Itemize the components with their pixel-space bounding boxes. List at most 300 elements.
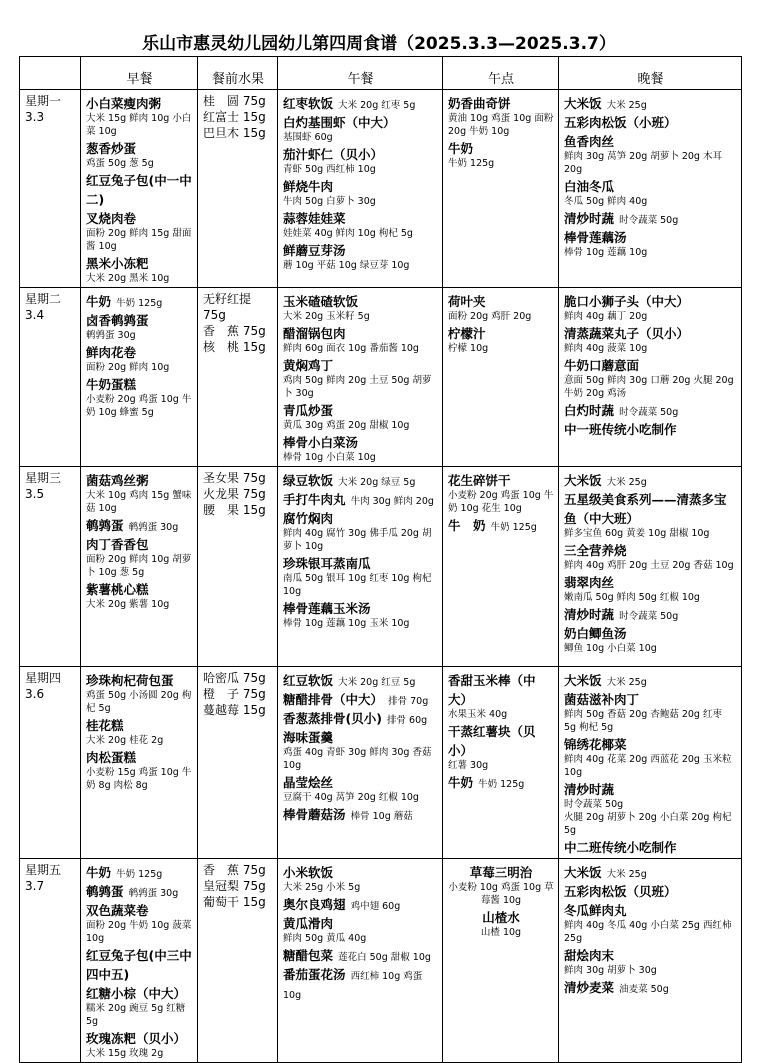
menu-item xyxy=(283,945,438,964)
snack-cell xyxy=(443,859,559,1063)
menu-item xyxy=(564,419,737,438)
dish-name: 珍珠枸杞荷包蛋 xyxy=(86,673,174,688)
menu-item xyxy=(448,721,554,772)
menu-item xyxy=(283,432,438,464)
dish-ingredients: 牛奶 125g xyxy=(116,298,163,309)
dish-name: 鲜肉花卷 xyxy=(86,345,137,360)
breakfast-cell xyxy=(81,467,198,667)
dish-name: 双色蔬菜卷 xyxy=(86,903,149,918)
dish-ingredients: 大米 25g xyxy=(606,869,647,880)
dinner-cell xyxy=(559,288,742,467)
dish-ingredients: 豆腐干 40g 莴笋 20g 红椒 10g xyxy=(283,792,419,803)
menu-item xyxy=(564,112,737,131)
dish-ingredients: 棒骨 10g 小白菜 10g xyxy=(283,452,376,463)
menu-item xyxy=(283,93,438,112)
header-cell-dinner: 晚餐 xyxy=(559,57,742,90)
dish-name: 黑米小冻粑 xyxy=(86,256,149,271)
menu-item xyxy=(283,553,438,598)
fruit-cell xyxy=(198,288,278,467)
dish-ingredients: 红薯 30g xyxy=(448,760,489,771)
dish-ingredients: 黄油 10g 鸡蛋 10g 面粉 20g 牛奶 10g xyxy=(448,113,554,137)
lunch-cell xyxy=(278,667,443,859)
menu-item xyxy=(283,208,438,240)
dish-name: 番茄蛋花汤 xyxy=(283,967,346,982)
menu-item xyxy=(283,913,438,945)
menu-item xyxy=(86,983,193,1028)
dish-name: 叉烧肉卷 xyxy=(86,211,137,226)
dish-ingredients: 娃娃菜 40g 鲜肉 10g 枸杞 5g xyxy=(283,228,413,239)
dinner-cell xyxy=(559,859,742,1063)
fruit-item: 哈密瓜 75g xyxy=(203,671,266,685)
dish-ingredients: 鹌鹑蛋 30g xyxy=(86,330,136,341)
dinner-cell xyxy=(559,467,742,667)
menu-item xyxy=(564,489,737,540)
day-date: 3.5 xyxy=(25,487,45,501)
fruit-item: 蔓越莓 15g xyxy=(203,703,266,717)
dish-ingredients: 黄瓜 30g 鸡蛋 20g 甜椒 10g xyxy=(283,420,410,431)
dish-ingredients: 水果玉米 40g xyxy=(448,709,508,720)
weekly-menu-table xyxy=(19,56,742,1063)
dish-ingredients: 青虾 50g 西红柿 10g xyxy=(283,164,376,175)
menu-item xyxy=(564,540,737,572)
dish-name: 红豆兔子包(中三中四中五) xyxy=(86,948,192,982)
header-cell-day xyxy=(20,57,81,90)
dish-ingredients: 鸡蛋 40g 青虾 30g 鲜肉 30g 香菇 10g xyxy=(283,747,432,771)
fruit-item: 核 桃 15g xyxy=(203,340,266,354)
menu-item xyxy=(86,342,193,374)
dish-ingredients: 鸡蛋 50g 小汤圆 20g 枸杞 5g xyxy=(86,690,192,714)
dish-name: 三全营养烧 xyxy=(564,543,627,558)
dish-ingredients: 时令蔬菜 50g xyxy=(619,215,679,226)
dish-name: 清炒时蔬 xyxy=(564,211,615,226)
menu-item xyxy=(283,323,438,355)
menu-item xyxy=(283,894,438,913)
dish-name: 菌菇鸡丝粥 xyxy=(86,473,149,488)
menu-item xyxy=(283,964,438,1002)
menu-item xyxy=(86,291,193,310)
day-date: 3.3 xyxy=(25,110,45,124)
lunch-cell xyxy=(278,90,443,288)
dish-name: 香葱蒸排骨(贝小) xyxy=(283,711,382,726)
menu-item xyxy=(86,900,193,945)
dish-ingredients: 牛奶 125g xyxy=(448,158,495,169)
snack-cell xyxy=(443,467,559,667)
menu-item xyxy=(86,253,193,285)
dish-ingredients: 棒骨 10g 蘑菇 xyxy=(350,811,413,822)
menu-item xyxy=(564,779,737,811)
menu-item xyxy=(283,470,438,489)
fruit-item: 香 蕉 75g xyxy=(203,324,266,338)
dish-ingredients: 鲜肉 50g 黄瓜 40g xyxy=(283,933,367,944)
dish-name: 奥尔良鸡翅 xyxy=(283,897,346,912)
dish-name: 青瓜炒蛋 xyxy=(283,403,334,418)
dish-name: 白灼基围虾（中大） xyxy=(283,115,396,130)
dish-name: 牛奶 xyxy=(448,141,474,156)
menu-item xyxy=(564,572,737,604)
menu-item xyxy=(283,598,438,630)
dish-ingredients: 大米 25g xyxy=(606,100,647,111)
menu-item xyxy=(564,208,737,227)
fruit-item: 圣女果 75g xyxy=(203,471,266,485)
menu-item xyxy=(86,862,193,881)
dish-name: 冬瓜鲜肉丸 xyxy=(564,903,627,918)
menu-item xyxy=(86,93,193,138)
day-row xyxy=(20,859,742,1063)
dish-name: 五彩肉松饭（小班） xyxy=(564,115,677,130)
dish-ingredients: 棒骨 10g 莲藕 10g xyxy=(564,247,648,258)
day-name: 星期三 xyxy=(25,471,62,485)
fruit-item: 无籽红提 75g xyxy=(203,292,252,322)
menu-item xyxy=(86,881,193,900)
menu-item xyxy=(283,400,438,432)
header-cell-snack: 午点 xyxy=(443,57,559,90)
menu-item xyxy=(283,355,438,400)
menu-item xyxy=(564,93,737,112)
snack-cell xyxy=(443,288,559,467)
snack-cell xyxy=(443,90,559,288)
dish-name: 翡翠肉丝 xyxy=(564,575,615,590)
menu-item xyxy=(86,715,193,747)
dish-name: 糖醋包菜 xyxy=(283,948,334,963)
dish-name: 绿豆软饭 xyxy=(283,473,334,488)
day-date: 3.4 xyxy=(25,308,45,322)
dish-ingredients: 大米 20g 绿豆 5g xyxy=(338,477,416,488)
fruit-cell xyxy=(198,859,278,1063)
dish-ingredients: 柠檬 10g xyxy=(448,343,489,354)
menu-item xyxy=(564,977,737,996)
menu-item xyxy=(86,170,193,208)
dish-ingredients: 小麦粉 10g 鸡蛋 10g 草莓酱 10g xyxy=(448,882,554,906)
dish-ingredients: 大米 15g 玫瑰 2g xyxy=(86,1048,164,1059)
dish-name: 清炒时蔬 xyxy=(564,607,615,622)
day-cell xyxy=(20,859,81,1063)
dish-ingredients: 莲花白 50g 甜椒 10g xyxy=(338,952,431,963)
dish-name: 鲜蘑豆芽汤 xyxy=(283,243,346,258)
dish-ingredients: 时令蔬菜 50g xyxy=(564,799,624,810)
dish-name: 蒜蓉娃娃菜 xyxy=(283,211,346,226)
dish-ingredients: 鸡蛋 50g 葱 5g xyxy=(86,158,154,169)
dish-name: 葱香炒蛋 xyxy=(86,141,137,156)
menu-item xyxy=(564,945,737,977)
dish-ingredients: 大米 20g 紫薯 10g xyxy=(86,599,170,610)
fruit-item: 红富士 15g xyxy=(203,110,266,124)
dish-name: 肉松蛋糕 xyxy=(86,750,137,765)
dish-name: 牛 奶 xyxy=(448,518,486,533)
dish-ingredients: 面粉 20g 鸡肝 20g xyxy=(448,311,532,322)
menu-item xyxy=(86,138,193,170)
fruit-cell xyxy=(198,90,278,288)
menu-item xyxy=(283,772,438,804)
dish-ingredients: 鸡中翅 60g xyxy=(350,901,401,912)
day-row xyxy=(20,467,742,667)
dish-name: 紫薯桃心糕 xyxy=(86,582,149,597)
fruit-item: 桂 圆 75g xyxy=(203,94,266,108)
dish-name: 奶香曲奇饼 xyxy=(448,96,511,111)
dish-name: 脆口小狮子头（中大） xyxy=(564,294,690,309)
dish-name: 大米饭 xyxy=(564,865,602,880)
day-cell xyxy=(20,667,81,859)
dish-name: 肉丁香香包 xyxy=(86,537,149,552)
menu-item xyxy=(86,470,193,515)
dish-ingredients: 鲜肉 40g 冬瓜 40g 小白菜 25g 西红柿 25g xyxy=(564,920,732,944)
menu-item xyxy=(283,291,438,323)
menu-item xyxy=(564,131,737,176)
dish-name: 珍珠银耳蒸南瓜 xyxy=(283,556,371,571)
dish-name: 大米饭 xyxy=(564,96,602,111)
dish-ingredients: 牛奶 125g xyxy=(478,779,525,790)
dish-name: 草莓三明治 xyxy=(469,865,533,880)
dish-ingredients: 火腿 20g 胡萝卜 20g 小白菜 20g 枸杞 5g xyxy=(564,812,732,836)
dish-name: 清炒时蔬 xyxy=(564,782,615,797)
dish-ingredients: 意面 50g 鲜肉 30g 口蘑 20g 火腿 20g 牛奶 20g 鸡汤 xyxy=(564,375,734,399)
dish-name: 黄焖鸡丁 xyxy=(283,358,334,373)
dish-ingredients: 大米 20g 黑米 10g xyxy=(86,273,170,284)
menu-item xyxy=(564,176,737,208)
dish-ingredients: 牛奶 125g xyxy=(490,522,537,533)
menu-item xyxy=(564,227,737,259)
dish-ingredients: 小麦粉 20g 鸡蛋 10g 牛奶 10g 蜂蜜 5g xyxy=(86,394,192,418)
menu-item xyxy=(86,579,193,611)
dish-ingredients: 大米 20g 红豆 5g xyxy=(338,677,416,688)
menu-item xyxy=(86,1028,193,1060)
dish-ingredients: 鲜肉 50g 香菇 20g 杏鲍菇 20g 红枣 5g 枸杞 5g xyxy=(564,709,722,733)
day-row xyxy=(20,288,742,467)
dish-ingredients: 嫩南瓜 50g 鲜肉 50g 红椒 10g xyxy=(564,592,700,603)
header-cell-breakfast: 早餐 xyxy=(81,57,198,90)
menu-item xyxy=(86,945,193,983)
dish-ingredients: 小麦粉 20g 鸡蛋 10g 牛奶 10g 花生 10g xyxy=(448,490,554,514)
menu-item xyxy=(86,208,193,253)
menu-item xyxy=(564,900,737,945)
menu-item xyxy=(564,881,737,900)
dish-name: 白灼时蔬 xyxy=(564,403,615,418)
dish-name: 甜烩肉末 xyxy=(564,948,615,963)
menu-item xyxy=(564,400,737,419)
dish-ingredients: 油麦菜 50g xyxy=(619,984,669,995)
dish-ingredients: 鲜肉 40g 藕丁 20g xyxy=(564,311,648,322)
dish-name: 桂花糕 xyxy=(86,718,124,733)
dish-name: 茄汁虾仁（贝小） xyxy=(283,147,384,162)
dish-ingredients: 冬瓜 50g 鲜肉 40g xyxy=(564,196,648,207)
menu-item xyxy=(86,670,193,715)
dish-ingredients: 鲜肉 40g 鸡肝 20g 土豆 20g 香菇 10g xyxy=(564,560,734,571)
dish-name: 棒骨蘑菇汤 xyxy=(283,807,346,822)
dish-name: 红豆兔子包(中一中二) xyxy=(86,173,192,207)
dish-ingredients: 鲜肉 30g 胡萝卜 30g xyxy=(564,965,657,976)
header-cell-lunch: 午餐 xyxy=(278,57,443,90)
day-date: 3.6 xyxy=(25,687,45,701)
dish-name: 中二班传统小吃制作 xyxy=(564,840,677,855)
menu-item xyxy=(564,811,737,837)
dish-name: 醋溜锅包肉 xyxy=(283,326,346,341)
dish-name: 鱼香肉丝 xyxy=(564,134,615,149)
dish-name: 海味蛋羹 xyxy=(283,730,334,745)
dish-ingredients: 大米 20g 桂花 2g xyxy=(86,735,164,746)
day-cell xyxy=(20,90,81,288)
dish-name: 玫瑰冻粑（贝小） xyxy=(86,1031,187,1046)
dish-name: 大米饭 xyxy=(564,673,602,688)
header-row xyxy=(20,57,742,90)
menu-item xyxy=(86,515,193,534)
lunch-cell xyxy=(278,467,443,667)
fruit-cell xyxy=(198,467,278,667)
dish-name: 大米饭 xyxy=(564,473,602,488)
menu-item xyxy=(448,515,554,534)
dish-ingredients: 基围虾 60g xyxy=(283,132,333,143)
dish-name: 玉米碴碴软饭 xyxy=(283,294,359,309)
dish-name: 香甜玉米棒（中大） xyxy=(448,673,536,707)
dish-ingredients: 鲜多宝鱼 60g 黄姜 10g 甜椒 10g xyxy=(564,528,710,539)
dish-name: 奶白鲫鱼汤 xyxy=(564,626,627,641)
dish-name: 棒骨小白菜汤 xyxy=(283,435,359,450)
dish-ingredients: 鹌鹑蛋 30g xyxy=(128,522,179,533)
day-name: 星期二 xyxy=(25,292,62,306)
dish-name: 红豆软饭 xyxy=(283,673,334,688)
dish-ingredients: 糯米 20g 豌豆 5g 红糖 5g xyxy=(86,1003,186,1027)
dish-name: 中一班传统小吃制作 xyxy=(564,422,677,437)
menu-item xyxy=(283,240,438,272)
dish-name: 牛奶口蘑意面 xyxy=(564,358,640,373)
dish-name: 花生碎饼干 xyxy=(448,473,511,488)
dish-ingredients: 大米 20g 玉米籽 5g xyxy=(283,311,370,322)
day-name: 星期一 xyxy=(25,94,62,108)
dish-ingredients: 面粉 20g 鲜肉 10g 胡萝卜 10g 葱 5g xyxy=(86,554,192,578)
fruit-item: 橙 子 75g xyxy=(203,687,266,701)
menu-item xyxy=(448,772,554,791)
fruit-cell xyxy=(198,667,278,859)
dish-ingredients: 牛肉 30g 鲜肉 20g xyxy=(350,496,434,507)
dish-ingredients: 大米 15g 鲜肉 10g 小白菜 10g xyxy=(86,113,192,137)
day-row xyxy=(20,667,742,859)
menu-item xyxy=(283,508,438,553)
breakfast-cell xyxy=(81,667,198,859)
menu-item xyxy=(86,310,193,342)
dish-ingredients: 大米 25g xyxy=(606,477,647,488)
dish-name: 棒骨莲藕汤 xyxy=(564,230,627,245)
menu-item xyxy=(564,355,737,400)
fruit-item: 火龙果 75g xyxy=(203,487,266,501)
menu-item xyxy=(564,670,737,689)
menu-item xyxy=(564,604,737,623)
dish-name: 鹌鹑蛋 xyxy=(86,518,124,533)
menu-item xyxy=(283,144,438,176)
dish-name: 黄瓜滑肉 xyxy=(283,916,334,931)
dish-name: 牛奶蛋糕 xyxy=(86,377,137,392)
day-name: 星期五 xyxy=(25,863,62,877)
menu-item xyxy=(283,727,438,772)
breakfast-cell xyxy=(81,90,198,288)
dish-name: 卤香鹌鹑蛋 xyxy=(86,313,149,328)
dish-ingredients: 大米 25g 小米 5g xyxy=(283,882,361,893)
dish-name: 鹌鹑蛋 xyxy=(86,884,124,899)
menu-item xyxy=(448,93,554,138)
dish-name: 晶莹烩丝 xyxy=(283,775,334,790)
menu-item xyxy=(283,862,438,894)
dish-ingredients: 面粉 20g 牛奶 10g 菠菜 10g xyxy=(86,920,192,944)
menu-item xyxy=(86,534,193,579)
dish-name: 红枣软饭 xyxy=(283,96,334,111)
dish-name: 干蒸红薯块（贝小） xyxy=(448,724,536,758)
dish-name: 小白菜瘦肉粥 xyxy=(86,96,162,111)
day-cell xyxy=(20,288,81,467)
fruit-item: 葡萄干 15g xyxy=(203,895,266,909)
menu-item xyxy=(564,323,737,355)
dish-name: 菌菇滋补肉丁 xyxy=(564,692,640,707)
menu-item xyxy=(448,138,554,170)
menu-item xyxy=(564,862,737,881)
menu-item xyxy=(448,907,554,939)
breakfast-cell xyxy=(81,859,198,1063)
dish-name: 手打牛肉丸 xyxy=(283,492,346,507)
dish-name: 荷叶夹 xyxy=(448,294,486,309)
dinner-cell xyxy=(559,90,742,288)
menu-item xyxy=(283,804,438,823)
dish-ingredients: 鲫鱼 10g 小白菜 10g xyxy=(564,643,657,654)
menu-item xyxy=(564,623,737,655)
dish-name: 五星级美食系列——清蒸多宝鱼（中大班） xyxy=(564,492,727,526)
dish-name: 牛奶 xyxy=(86,865,112,880)
dish-name: 牛奶 xyxy=(86,294,112,309)
dish-name: 清蒸蔬菜丸子（贝小） xyxy=(564,326,690,341)
dish-ingredients: 大米 25g xyxy=(606,677,647,688)
day-cell xyxy=(20,467,81,667)
dish-ingredients: 面粉 20g 鲜肉 10g xyxy=(86,362,170,373)
menu-item xyxy=(448,291,554,323)
fruit-item: 腰 果 15g xyxy=(203,503,266,517)
page-title: 乐山市惠灵幼儿园幼儿第四周食谱（2025.3.3—2025.3.7） xyxy=(142,34,616,54)
dish-ingredients: 时令蔬菜 50g xyxy=(619,611,679,622)
dish-name: 小米软饭 xyxy=(283,865,334,880)
dish-ingredients: 鲜肉 40g 腐竹 30g 佛手瓜 20g 胡萝卜 10g xyxy=(283,528,432,552)
dish-name: 棒骨莲藕玉米汤 xyxy=(283,601,371,616)
dish-ingredients: 棒骨 10g 莲藕 10g 玉米 10g xyxy=(283,618,410,629)
menu-item xyxy=(448,862,554,907)
menu-item xyxy=(564,689,737,734)
dish-name: 糖醋排骨（中大） xyxy=(283,692,384,707)
dish-ingredients: 蘑 10g 平菇 10g 绿豆芽 10g xyxy=(283,260,410,271)
dish-name: 锦绣花椰菜 xyxy=(564,737,627,752)
dish-ingredients: 南瓜 50g 银耳 10g 红枣 10g 枸杞 10g xyxy=(283,573,432,597)
dish-name: 鲜烧牛肉 xyxy=(283,179,334,194)
fruit-item: 香 蕉 75g xyxy=(203,863,266,877)
dish-name: 清炒麦菜 xyxy=(564,980,615,995)
dish-ingredients: 鲜肉 30g 莴笋 20g 胡萝卜 20g 木耳 20g xyxy=(564,151,722,175)
dish-name: 牛奶 xyxy=(448,775,474,790)
menu-item xyxy=(448,670,554,721)
dish-ingredients: 鲜肉 40g 菠菜 10g xyxy=(564,343,648,354)
menu-item xyxy=(448,470,554,515)
dish-ingredients: 鸡肉 50g 鲜肉 20g 土豆 50g 胡萝卜 30g xyxy=(283,375,432,399)
dish-ingredients: 牛肉 50g 白萝卜 30g xyxy=(283,196,376,207)
dish-ingredients: 西红柿 10g 鸡蛋 10g xyxy=(283,971,423,1001)
menu-item xyxy=(564,470,737,489)
fruit-item: 巴旦木 15g xyxy=(203,126,266,140)
menu-item xyxy=(564,291,737,323)
breakfast-cell xyxy=(81,288,198,467)
header-cell-fruit: 餐前水果 xyxy=(198,57,278,90)
dinner-cell xyxy=(559,667,742,859)
menu-item xyxy=(283,689,438,708)
dish-ingredients: 鲜肉 40g 花菜 20g 西蓝花 20g 玉米粒 10g xyxy=(564,754,732,778)
menu-item xyxy=(283,112,438,144)
dish-name: 五彩肉松饭（贝班） xyxy=(564,884,677,899)
dish-ingredients: 山楂 10g xyxy=(480,927,522,938)
fruit-item: 皇冠梨 75g xyxy=(203,879,266,893)
snack-cell xyxy=(443,667,559,859)
day-name: 星期四 xyxy=(25,671,62,685)
menu-item xyxy=(564,734,737,779)
dish-ingredients: 鲜肉 60g 面衣 10g 番茄酱 10g xyxy=(283,343,419,354)
